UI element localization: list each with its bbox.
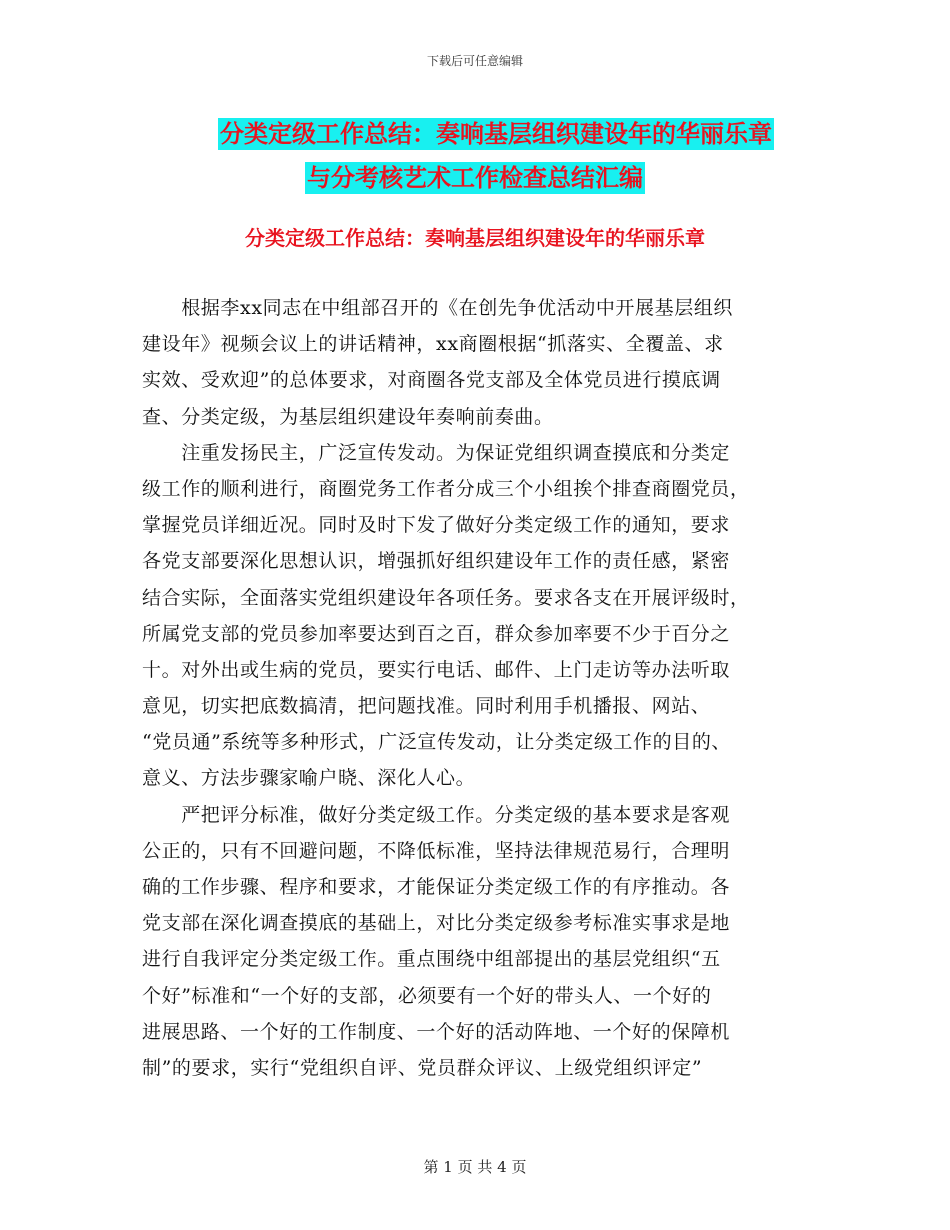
page-header: 下载后可任意编辑 [426,54,523,68]
body-line: 建设年》视频会议上的讲话精神，xx商圈根据“抓落实、全覆盖、求 [142,333,724,356]
body-line: 制”的要求，实行“党组织自评、党员群众评议、上级党组织评定” [142,1056,703,1079]
body-line: 注重发扬民主，广泛宣传发动。为保证党组织调查摸底和分类定 [142,441,731,464]
body-line: 个好”标准和“一个好的支部，必须要有一个好的带头人、一个好的 [142,984,712,1007]
body-line: 根据李xx同志在中组部召开的《在创先争优活动中开展基层组织 [142,297,734,319]
body-line: 严把评分标准，做好分类定级工作。分类定级的基本要求是客观 [142,803,731,826]
body-line: 确的工作步骤、程序和要求，才能保证分类定级工作的有序推动。各 [142,876,731,898]
document-title-line-2-text: 与分考核艺术工作检查总结汇编 [307,164,643,192]
body-line: 查、分类定级，为基层组织建设年奏响前奏曲。 [142,405,554,428]
body-line: 进行自我评定分类定级工作。重点围绕中组部提出的基层党组织“五 [142,948,721,971]
page-footer: 第 1 页 共 4 页 [423,1158,527,1176]
body-line: 级工作的顺利进行，商圈党务工作者分成三个小组挨个排查商圈党员， [142,477,750,500]
body-line: 公正的，只有不回避问题，不降低标准，坚持法律规范易行，合理明 [142,839,731,862]
body-line: 意见，切实把底数搞清，把问题找准。同时利用手机播报、网站、 [142,695,711,718]
body-line: 各党支部要深化思想认识，增强抓好组织建设年工作的责任感，紧密 [142,550,731,573]
body-line: 实效、受欢迎”的总体要求，对商圈各党支部及全体党员进行摸底调 [142,369,721,392]
body-line: 十。对外出或生病的党员，要实行电话、邮件、上门走访等办法听取 [142,658,731,681]
section-title: 分类定级工作总结：奏响基层组织建设年的华丽乐章 [245,226,705,250]
body-line: 掌握党员详细近况。同时及时下发了做好分类定级工作的通知，要求 [142,514,731,537]
body-line: 结合实际，全面落实党组织建设年各项任务。要求各支在开展评级时， [142,586,750,609]
body-line: 意义、方法步骤家喻户晓、深化人心。 [142,767,476,790]
document-title-line-1 [0,114,950,149]
document-title-line-2 [0,158,950,193]
body-line: 党支部在深化调查摸底的基础上，对比分类定级参考标准实事求是地 [142,912,731,935]
body-line: 所属党支部的党员参加率要达到百之百，群众参加率要不少于百分之 [142,622,731,645]
body-line: 进展思路、一个好的工作制度、一个好的活动阵地、一个好的保障机 [142,1020,731,1043]
document-title-line-1-text: 分类定级工作总结：奏响基层组织建设年的华丽乐章 [220,120,772,148]
body-line: “党员通”系统等多种形式，广泛宣传发动，让分类定级工作的目的、 [142,731,732,754]
body-text [142,290,808,1086]
